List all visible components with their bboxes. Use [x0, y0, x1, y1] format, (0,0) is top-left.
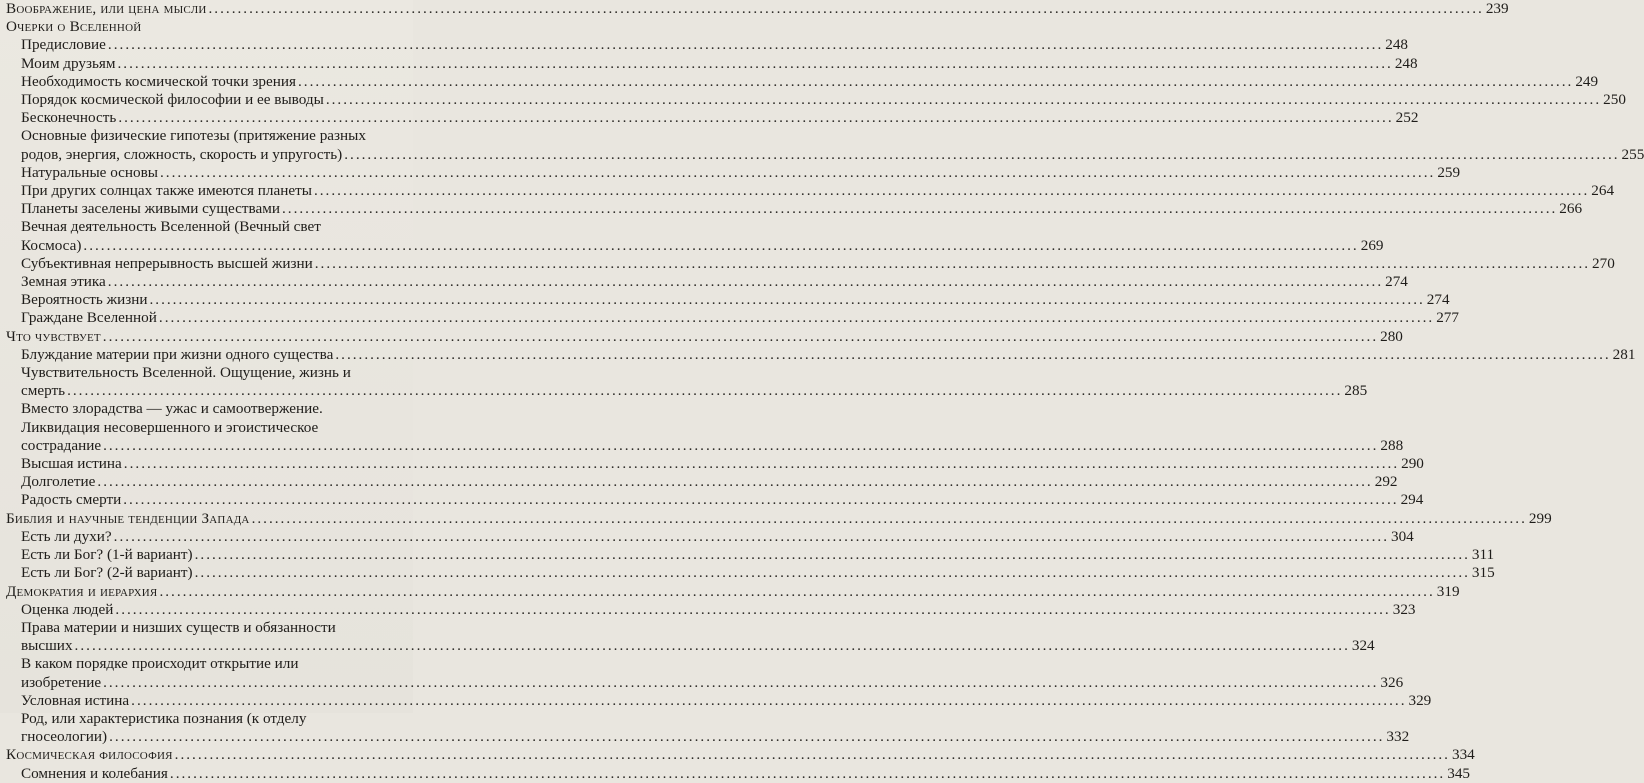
toc-page-number: 292 — [1374, 473, 1398, 491]
toc-leader-dots: ............................................................................................................................................................................................................................ — [208, 0, 1484, 17]
toc-page-number: 290 — [1401, 455, 1424, 473]
toc-title: гносеологии) — [21, 728, 108, 746]
toc-line — [6, 18, 389, 36]
toc-line — [6, 746, 1475, 764]
toc-title-line: В каком порядке происходит открытие или — [21, 655, 299, 673]
toc-title: Порядок космической философии и ее выводы — [21, 91, 324, 109]
toc-title-line-last — [21, 637, 1375, 655]
toc-page-number: 277 — [1436, 309, 1459, 327]
toc-line — [21, 400, 389, 418]
toc-page-number: 326 — [1380, 673, 1404, 691]
toc-leader-dots: ............................................................................................................................................................................................................................ — [102, 327, 1379, 345]
toc-leader-dots: ............................................................................................................................................................................................................................ — [115, 600, 1391, 618]
toc-leader-dots: ............................................................................................................................................................................................................................ — [344, 145, 1620, 163]
toc-line — [21, 182, 1615, 200]
toc-page-number: 299 — [1528, 509, 1552, 527]
toc-line — [21, 200, 1583, 218]
toc-sub-entry — [0, 345, 1636, 364]
toc-line — [6, 582, 1460, 601]
toc-leader-dots: ............................................................................................................................................................................................................................ — [123, 455, 1400, 473]
toc-leader-dots: ............................................................................................................................................................................................................................ — [107, 36, 1384, 54]
toc-page-number: 274 — [1426, 291, 1450, 309]
toc-leader-dots: ............................................................................................................................................................................................................................ — [335, 345, 1611, 363]
toc-page-number: 274 — [1385, 273, 1408, 291]
toc-sub-entry-multiline — [0, 364, 1368, 400]
toc-title-line: Вечная деятельность Вселенной (Вечный свет — [21, 218, 321, 236]
toc-line — [21, 764, 1470, 783]
toc-sub-entry — [0, 527, 1414, 546]
toc-leader-dots: ............................................................................................................................................................................................................................ — [107, 273, 1384, 291]
toc-page-number: 323 — [1392, 600, 1416, 618]
toc-page-number: 249 — [1575, 72, 1599, 90]
toc-sub-entry-multiline — [0, 618, 1375, 655]
toc-leader-dots: ............................................................................................................................................................................................................................ — [118, 109, 1394, 127]
toc-title-line-last — [21, 382, 1368, 400]
toc-page-number: 319 — [1436, 582, 1460, 600]
toc-sub-entry — [0, 491, 1424, 509]
toc-leader-dots: ............................................................................................................................................................................................................................ — [298, 72, 1574, 90]
toc-title: смерть — [21, 382, 66, 400]
toc-title: Натуральные основы — [21, 163, 158, 181]
toc-sub-entry — [0, 764, 1470, 783]
toc-page-number: 270 — [1592, 254, 1615, 272]
toc-page-number: 285 — [1344, 382, 1368, 400]
toc-title: Вероятность жизни — [21, 291, 148, 309]
toc-line — [21, 72, 1599, 91]
toc-sub-entry-multiline — [0, 418, 1404, 455]
toc-title: родов, энергия, сложность, скорость и упругость) — [21, 145, 343, 163]
toc-main-entry — [0, 327, 1403, 346]
toc-title: Вместо злорадства — ужас и самоотвержение. — [21, 400, 323, 418]
toc-page-number: 248 — [1385, 36, 1409, 54]
toc-sub-entry — [0, 291, 1450, 309]
toc-line — [21, 163, 1461, 182]
toc-line — [21, 345, 1636, 364]
toc-page-number: 315 — [1471, 564, 1495, 582]
toc-leader-dots: ............................................................................................................................................................................................................................ — [158, 309, 1435, 327]
toc-leader-dots: ............................................................................................................................................................................................................................ — [160, 163, 1436, 181]
toc-page-number: 345 — [1447, 764, 1470, 782]
toc-main-entry — [0, 509, 1552, 528]
toc-page-number: 266 — [1559, 200, 1583, 218]
toc-title-line: Род, или характеристика познания (к отделу — [21, 709, 307, 727]
toc-title-line-last — [21, 236, 1384, 255]
toc-title: сострадание — [21, 436, 102, 454]
toc-title-line-last — [21, 728, 1410, 746]
toc-title: Есть ли Бог? (1-й вариант) — [21, 546, 193, 564]
toc-line — [21, 254, 1615, 273]
toc-title-line-last — [21, 673, 1404, 692]
toc-leader-dots: ............................................................................................................................................................................................................................ — [159, 582, 1435, 600]
toc-page-number: 250 — [1603, 91, 1626, 109]
toc-page-number: 332 — [1386, 728, 1410, 746]
toc-title: Высшая истина — [21, 455, 122, 473]
toc-leader-dots: ............................................................................................................................................................................................................................ — [97, 473, 1373, 491]
toc-line — [21, 273, 1408, 291]
toc-main-entry — [0, 746, 1475, 764]
toc-sub-entry — [0, 273, 1408, 291]
toc-main-entry — [0, 0, 1509, 18]
toc-sub-entry — [0, 36, 1409, 54]
toc-leader-dots: ............................................................................................................................................................................................................................ — [174, 746, 1450, 764]
toc-sub-entry — [0, 400, 413, 418]
toc-sub-entry — [0, 546, 1495, 564]
toc-line — [21, 473, 1398, 491]
toc-title: Предисловие — [21, 36, 106, 54]
toc-line — [6, 509, 1552, 528]
toc-sub-entry-multiline — [0, 655, 1404, 691]
toc-sub-entry — [0, 691, 1432, 710]
toc-page-number: 334 — [1451, 746, 1475, 764]
toc-title-line: Чувствительность Вселенной. Ощущение, жизнь и — [21, 364, 351, 382]
toc-line — [21, 691, 1432, 710]
toc-title: Планеты заселены живыми существами — [21, 200, 280, 218]
toc-page-number: 264 — [1591, 182, 1615, 200]
toc-title: изобретение — [21, 673, 102, 691]
toc-title: Субъективная непрерывность высшей жизни — [21, 254, 313, 272]
toc-title: Условная истина — [21, 691, 130, 709]
toc-leader-dots: ............................................................................................................................................................................................................................ — [194, 546, 1470, 564]
toc-sub-entry — [0, 455, 1424, 473]
toc-page-number: 294 — [1400, 491, 1424, 509]
toc-leader-dots: ............................................................................................................................................................................................................................ — [67, 382, 1343, 400]
toc-title: Космическая философия — [6, 746, 173, 764]
toc-line — [21, 491, 1424, 509]
toc-leader-dots: ............................................................................................................................................................................................................................ — [103, 436, 1379, 454]
toc-leader-dots: ............................................................................................................................................................................................................................ — [149, 291, 1425, 309]
toc-line — [21, 309, 1459, 327]
toc-title-line: Права материи и низших существ и обязанности — [21, 618, 336, 636]
toc-page-number: 269 — [1360, 236, 1384, 254]
toc-title: Демократия и иерархия — [6, 582, 158, 600]
toc-title: Оценка людей — [21, 600, 114, 618]
toc-page-number: 259 — [1437, 163, 1461, 181]
toc-sub-entry — [0, 600, 1416, 619]
toc-title: Космоса) — [21, 236, 82, 254]
toc-leader-dots: ............................................................................................................................................................................................................................ — [169, 764, 1446, 782]
toc-line — [6, 327, 1403, 346]
toc-title: Моим друзьям — [21, 54, 116, 72]
toc-page-number: 288 — [1380, 436, 1404, 454]
toc-leader-dots: ............................................................................................................................................................................................................................ — [325, 91, 1602, 109]
toc-sub-entry — [0, 91, 1626, 109]
toc-line — [21, 527, 1414, 546]
toc-sub-entry — [0, 109, 1419, 127]
toc-leader-dots: ............................................................................................................................................................................................................................ — [103, 673, 1379, 691]
toc-leader-dots: ............................................................................................................................................................................................................................ — [281, 200, 1558, 218]
toc-sub-entry-multiline — [0, 709, 1410, 746]
toc-title-line: Ликвидация несовершенного и эгоистическое — [21, 418, 319, 436]
toc-sub-entry — [0, 72, 1599, 91]
toc-line — [21, 564, 1495, 582]
toc-page-number: 252 — [1395, 109, 1419, 127]
toc-title: Есть ли духи? — [21, 527, 112, 545]
toc-title: Есть ли Бог? (2-й вариант) — [21, 564, 193, 582]
toc-main-entry — [0, 18, 413, 36]
toc-sub-entry — [0, 309, 1459, 327]
toc-line — [21, 109, 1419, 127]
toc-page-number: 281 — [1612, 345, 1636, 363]
toc-page-number: 255 — [1621, 145, 1644, 163]
toc-title: Библия и научные тенденции Запада — [6, 509, 250, 527]
toc-title: Долголетие — [21, 473, 96, 491]
toc-line — [6, 0, 1509, 18]
toc-leader-dots: ............................................................................................................................................................................................................................ — [74, 637, 1350, 655]
toc-sub-entry — [0, 254, 1615, 273]
toc-leader-dots: ............................................................................................................................................................................................................................ — [117, 54, 1393, 72]
toc-page-number: 304 — [1390, 527, 1414, 545]
toc-page-number: 324 — [1351, 637, 1375, 655]
toc-sub-entry — [0, 473, 1398, 491]
toc-leader-dots: ............................................................................................................................................................................................................................ — [123, 491, 1399, 509]
toc-page-number: 311 — [1471, 546, 1495, 564]
toc-sub-entry — [0, 564, 1495, 582]
toc-title: Очерки о Вселенной — [6, 18, 142, 36]
toc-leader-dots: ............................................................................................................................................................................................................................ — [194, 564, 1470, 582]
toc-sub-entry — [0, 54, 1418, 73]
toc-title: Что чувствует — [6, 327, 101, 345]
toc-line — [21, 546, 1495, 564]
toc-sub-entry-multiline — [0, 218, 1384, 254]
toc-title: высших — [21, 637, 73, 655]
toc-title: Сомнения и колебания — [21, 764, 168, 782]
toc-line — [21, 600, 1416, 619]
toc-line — [21, 36, 1409, 54]
toc-title: Граждане Вселенной — [21, 309, 157, 327]
toc-leader-dots: ............................................................................................................................................................................................................................ — [313, 182, 1590, 200]
toc-title-line-last — [21, 436, 1404, 455]
toc-sub-entry — [0, 163, 1461, 182]
toc-sub-entry — [0, 200, 1583, 218]
toc-leader-dots: ............................................................................................................................................................................................................................ — [113, 527, 1389, 545]
toc-title-line: Основные физические гипотезы (притяжение разных — [21, 127, 366, 145]
toc-line — [21, 54, 1418, 73]
toc-title: Бесконечность — [21, 109, 117, 127]
toc-title: Блуждание материи при жизни одного существа — [21, 345, 334, 363]
toc-title: Радость смерти — [21, 491, 122, 509]
toc-line — [21, 91, 1626, 109]
toc-page-number: 329 — [1408, 691, 1432, 709]
toc-line — [21, 455, 1424, 473]
toc-sub-entry-multiline — [0, 127, 1644, 163]
toc-page-number: 280 — [1380, 327, 1403, 345]
toc-title: При других солнцах также имеются планеты — [21, 182, 312, 200]
toc-main-entry — [0, 582, 1460, 601]
toc-leader-dots: ............................................................................................................................................................................................................................ — [314, 254, 1591, 272]
toc-page-number: 248 — [1394, 54, 1418, 72]
toc-leader-dots: ............................................................................................................................................................................................................................ — [83, 236, 1359, 254]
toc-title-line-last — [21, 145, 1644, 164]
toc-leader-dots: ............................................................................................................................................................................................................................ — [131, 691, 1407, 709]
toc-leader-dots: ............................................................................................................................................................................................................................ — [251, 509, 1527, 527]
toc-title: Необходимость космической точки зрения — [21, 72, 296, 90]
toc-page-number: 239 — [1485, 0, 1509, 17]
toc-line — [21, 291, 1450, 309]
toc-leader-dots: ............................................................................................................................................................................................................................ — [109, 728, 1385, 746]
toc-title: Воображение, или цена мысли — [6, 0, 207, 17]
toc-title: Земная этика — [21, 273, 106, 291]
toc-sub-entry — [0, 182, 1615, 200]
